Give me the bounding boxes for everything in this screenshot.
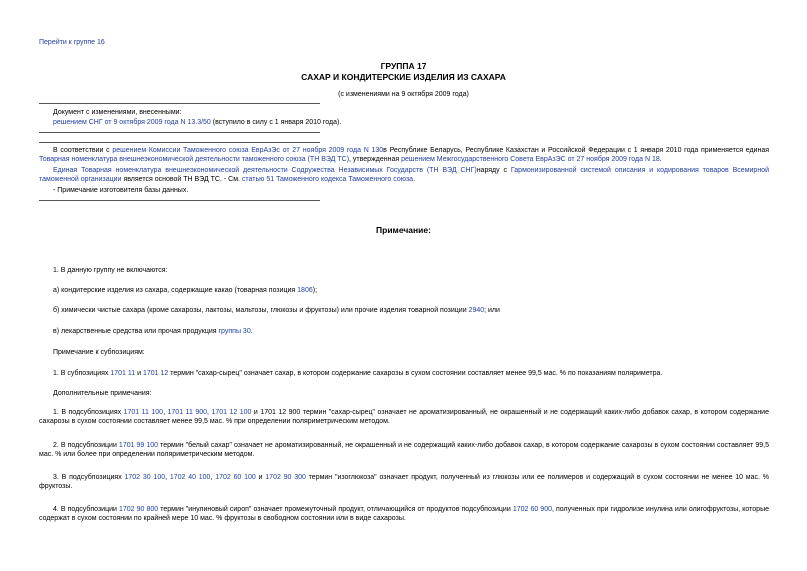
info-text: наряду с: [476, 167, 511, 174]
divider: [39, 132, 320, 133]
note-1: 1. В данную группу не включаются:: [53, 267, 168, 274]
subnote-1: [53, 369, 662, 378]
additional-note-2: [39, 441, 769, 460]
subheading-1702-40-100-link[interactable]: 1702 40 100: [169, 474, 211, 481]
additional-text: 2. В подсубпозиции: [53, 442, 119, 449]
additional-text: термин "инулиновый сироп" означает промежуточный продукт, отличающийся от продуктов подсубпозиции: [158, 506, 513, 513]
subheading-1701-99-100-link[interactable]: 1701 99 100: [118, 442, 159, 449]
changes-line: [53, 118, 341, 127]
subheading-1701-12-link[interactable]: 1701 12: [142, 370, 169, 377]
additional-text: термин "белый сахар" означает не ароматизированный, не окрашенный и не содержащий каких-либо добавок сахар, в котором содержание сахарозы в сухом состоянии составляет 99,5 мас. % или более при определении поляриметрическим методом.: [39, 442, 769, 459]
additional-text: ,: [165, 474, 170, 481]
heading-1806-link[interactable]: 1806: [297, 287, 313, 294]
harmonized-system-link[interactable]: Гармонизированной системой описания и кодирования товаров: [510, 167, 729, 174]
cis-decision-link[interactable]: решением СНГ от 9 октября 2009 года N 13.3/50: [53, 119, 211, 126]
note-text: в) лекарственные средства или прочая продукция: [53, 328, 219, 335]
info-text: .: [659, 156, 662, 164]
divider: [39, 103, 320, 104]
heading-2940-link[interactable]: 2940: [468, 307, 485, 314]
additional-note-1: [39, 408, 769, 427]
subheading-1701-12-100-link[interactable]: 1701 12 100: [211, 409, 252, 416]
subheading-1702-60-900-link[interactable]: 1702 60 900: [512, 506, 552, 513]
subheading-1701-11-link[interactable]: 1701 11: [110, 370, 136, 377]
note-text: а) кондитерские изделия из сахара, содержащие какао (товарная позиция: [53, 287, 298, 294]
note-text: б) химически чистые сахара (кроме сахарозы, лактозы, мальтозы, глюкозы и фруктозы) или прочие изделия товарной позиции: [53, 307, 469, 314]
info-paragraph-2: [39, 166, 769, 185]
additional-text: и: [255, 474, 266, 481]
additional-text: термин "изоглюкоза" означает продукт, полученный из глюкозы или ее полимеров и содержащий в сухом состоянии не менее 10 мас. % фруктозы.: [39, 474, 769, 491]
divider: [39, 142, 320, 143]
additional-text: 1. В подсубпозициях: [53, 409, 124, 416]
tn-ved-ts-link[interactable]: Товарная номенклатура внешнеэкономической деятельности таможенного союза (ТН ВЭД ТС): [39, 156, 350, 164]
additional-text: ,: [210, 474, 216, 481]
subheading-1701-11-100-link[interactable]: 1701 11 100: [123, 409, 164, 416]
additional-text: и 1701 12 900 термин "сахар-сырец" означает не ароматизированный, не окрашенный и не содержащий каких-либо добавок сахар, в котором содержание сахарозы в сухом состоянии составляет менее 99,5 мас. % при определении поляриметрическим методом.: [39, 409, 769, 426]
group-subtitle: САХАР И КОНДИТЕРСКИЕ ИЗДЕЛИЯ ИЗ САХАРА: [301, 72, 506, 82]
tn-ved-cis-link[interactable]: Единая Товарная номенклатура внешнеэкономической деятельности Содружества Независимых Государств (ТН ВЭД СНГ): [53, 167, 477, 174]
additional-text: 4. В подсубпозиции: [53, 506, 119, 513]
db-maker-note: - Примечание изготовителя базы данных.: [53, 187, 189, 194]
amendment-note: (с изменениями на 9 октября 2009 года): [338, 91, 469, 98]
info-text: В соответствии с: [53, 147, 113, 154]
note-text: ; или: [484, 307, 500, 314]
note-item-a: [53, 286, 317, 295]
subnote-text: термин "сахар-сырец" означает сахар, в котором содержание сахарозы в сухом состоянии составляет менее 99,5 мас. % по показаниям поляриметра.: [168, 370, 663, 377]
info-text: .: [413, 176, 416, 184]
additional-note-4: [39, 505, 769, 524]
subheading-1702-30-100-link[interactable]: 1702 30 100: [124, 474, 166, 481]
subheading-1702-60-100-link[interactable]: 1702 60 100: [215, 474, 256, 481]
info-text: является основой ТН ВЭД ТС. - См.: [121, 176, 242, 184]
changes-tail: (вступило в силу с 1 января 2010 года).: [210, 119, 342, 126]
group-title: ГРУППА 17: [380, 61, 427, 71]
note-text: );: [312, 287, 318, 294]
info-text: , утвержденная: [349, 156, 402, 164]
prev-group-link[interactable]: Перейти к группе 16: [39, 39, 105, 46]
subnote-text: 1. В субпозициях: [53, 370, 111, 377]
note-text: .: [250, 328, 253, 335]
additional-text: ,: [207, 409, 212, 416]
eaec-commission-decision-link[interactable]: решением Комиссии Таможенного союза ЕврАзЭс от 27 ноября 2009 года N 130: [112, 147, 384, 154]
note-item-b: [53, 306, 500, 315]
info-paragraph-1: [39, 146, 769, 165]
note-heading: Примечание:: [376, 225, 431, 235]
subnotes-heading: Примечание к субпозициям:: [53, 349, 145, 356]
additional-note-3: [39, 473, 769, 492]
note-item-c: [53, 327, 253, 336]
subheading-1702-90-800-link[interactable]: 1702 90 800: [118, 506, 159, 513]
group-30-link[interactable]: группы 30: [218, 328, 251, 335]
changes-label: Документ с изменениями, внесенными:: [53, 109, 182, 116]
additional-notes-heading: Дополнительные примечания:: [53, 390, 152, 397]
wco-link[interactable]: Всемирной таможенной организации: [39, 167, 769, 184]
customs-code-article-link[interactable]: статью 51 Таможенного кодекса Таможенного союза: [241, 176, 414, 184]
subnote-text: и: [135, 370, 143, 377]
info-text: в Республике Беларусь, Республике Казахстан и Российской Федерации с 1 января 2010 года применяется единая: [383, 147, 769, 154]
subheading-1701-11-900-link[interactable]: 1701 11 900: [167, 409, 207, 416]
additional-text: ,: [163, 409, 168, 416]
divider: [39, 200, 320, 201]
additional-text: , полученных при гидролизе инулина или олигофруктозы, которые содержат в сухом состоянии по крайней мере 10 мас. % фруктозы в свободном состоянии или в виде сахарозы.: [39, 506, 770, 523]
eaec-council-decision-link[interactable]: решением Межгосударственного Совета ЕврАзЭС от 27 ноября 2009 года N 18: [401, 156, 660, 164]
additional-text: 3. В подсубпозициях: [53, 474, 125, 481]
subheading-1702-90-300-link[interactable]: 1702 90 300: [265, 474, 306, 481]
